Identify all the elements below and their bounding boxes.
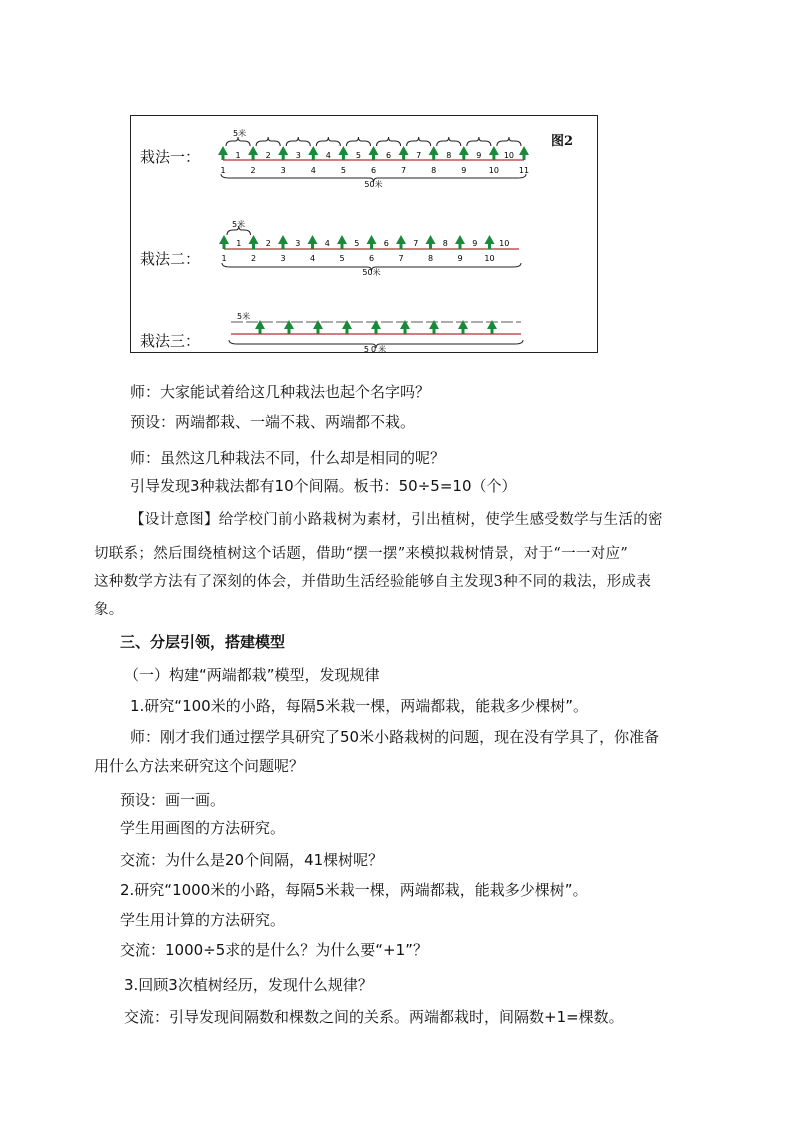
tree-icon <box>519 146 529 155</box>
tree-icon <box>219 235 229 244</box>
tree-number: 9 <box>461 166 467 175</box>
interval-number: 2 <box>265 151 271 160</box>
tree-icon <box>369 146 379 155</box>
tree-trunk <box>523 154 526 160</box>
tree-number: 1 <box>220 166 226 175</box>
interval-number: 3 <box>295 151 301 160</box>
tree-trunk <box>282 154 285 160</box>
design-intent: 象。 <box>94 602 124 618</box>
tree-number: 5 <box>339 254 345 263</box>
tree-trunk <box>372 154 375 160</box>
tree-number: 4 <box>310 166 316 175</box>
tree-icon <box>399 146 409 155</box>
tree-number: 2 <box>250 254 257 263</box>
tree-number: 9 <box>457 254 463 263</box>
tree-icon <box>429 320 439 329</box>
interval-number: 9 <box>476 151 482 160</box>
paragraph: 预设：两端都栽、一端不栽、两端都不栽。 <box>130 413 416 431</box>
figure-label: 图2 <box>551 134 574 149</box>
tree-number: 2 <box>250 166 256 175</box>
tree-number: 3 <box>280 166 286 175</box>
brace <box>226 137 250 146</box>
tree-trunk <box>459 243 462 249</box>
interval-number: 10 <box>503 151 515 160</box>
interval-number: 7 <box>413 239 419 248</box>
tree-trunk <box>317 328 320 334</box>
tree-trunk <box>402 154 405 160</box>
tree-icon <box>400 320 410 329</box>
brace <box>497 137 521 146</box>
tree-trunk <box>429 243 432 249</box>
tree-trunk <box>433 328 436 334</box>
method-1-diagram <box>0 125 794 195</box>
tree-icon <box>313 320 323 329</box>
subsection-heading: （一）构建“两端都栽”模型，发现规律 <box>124 666 380 684</box>
tree-icon <box>338 146 348 155</box>
paragraph: 师：大家能试着给这几种栽法也起个名字吗？ <box>130 383 431 401</box>
tree-icon <box>284 320 294 329</box>
tree-icon <box>308 235 318 244</box>
interval-length-label: 5米 <box>237 312 251 321</box>
brace <box>286 137 310 146</box>
tree-number: 8 <box>431 166 437 175</box>
tree-number: 6 <box>370 166 377 175</box>
tree-trunk <box>259 328 262 334</box>
design-intent: 切联系；然后围绕植树这个话题，借助“摆一摆”来模拟栽树情景，对于“一一对应” <box>94 546 629 562</box>
paragraph: 师：虽然这几种栽法不同，什么却是相同的呢？ <box>130 449 446 467</box>
tree-number: 7 <box>401 166 407 175</box>
interval-number: 2 <box>265 239 271 248</box>
tree-number: 3 <box>280 254 286 263</box>
paragraph: 交流：1000÷5求的是什么？为什么要“+1”？ <box>120 941 428 959</box>
brace <box>256 137 280 146</box>
tree-trunk <box>282 243 285 249</box>
tree-icon <box>429 146 439 155</box>
brace <box>316 137 340 146</box>
interval-number: 8 <box>442 239 448 248</box>
tree-trunk <box>491 328 494 334</box>
interval-number: 9 <box>472 239 478 248</box>
paragraph: 1.研究“100米的小路，每隔5米栽一棵，两端都栽，能栽多少棵树”。 <box>130 697 589 715</box>
brace <box>407 137 431 146</box>
tree-icon <box>367 235 377 244</box>
interval-number: 6 <box>386 151 392 160</box>
paragraph: 交流：引导发现间隔数和棵数之间的关系。两端都栽时，间隔数+1=棵数。 <box>124 1008 624 1026</box>
interval-length-label: 5米 <box>233 129 247 138</box>
tree-trunk <box>222 154 225 160</box>
tree-trunk <box>311 243 314 249</box>
brace <box>467 137 491 146</box>
tree-trunk <box>370 243 373 249</box>
tree-trunk <box>223 243 226 249</box>
tree-number: 1 <box>221 254 227 263</box>
brace <box>346 137 370 146</box>
tree-trunk <box>400 243 403 249</box>
interval-number: 5 <box>354 239 360 248</box>
paragraph: 3.回顾3次植树经历，发现什么规律？ <box>124 976 373 994</box>
tree-icon <box>455 235 465 244</box>
tree-trunk <box>462 328 465 334</box>
paragraph: 师：刚才我们通过摆学具研究了50米小路栽树的问题，现在没有学具了，你准备 <box>130 728 660 746</box>
tree-icon <box>218 146 228 155</box>
tree-icon <box>426 235 436 244</box>
paragraph: 学生用计算的方法研究。 <box>120 911 286 929</box>
tree-icon <box>255 320 265 329</box>
section-heading: 三、分层引领，搭建模型 <box>120 633 286 651</box>
interval-number: 7 <box>416 151 422 160</box>
interval-number: 10 <box>499 239 510 248</box>
tree-number: 8 <box>427 254 434 263</box>
total-length-label: 50米 <box>362 268 381 277</box>
tree-icon <box>337 235 347 244</box>
tree-trunk <box>341 243 344 249</box>
tree-number: 10 <box>488 166 499 175</box>
tree-icon <box>308 146 318 155</box>
method-3-diagram <box>0 310 794 355</box>
design-intent: 【设计意图】给学校门前小路栽树为素材，引出植树，使学生感受数学与生活的密 <box>130 512 663 528</box>
method-2-diagram <box>0 215 794 280</box>
tree-icon <box>278 235 288 244</box>
paragraph: 预设：画一画。 <box>120 791 226 809</box>
interval-number: 8 <box>446 151 452 160</box>
interval-length-label: 5米 <box>232 220 246 229</box>
tree-icon <box>396 235 406 244</box>
interval-number: 3 <box>295 239 301 248</box>
tree-trunk <box>462 154 465 160</box>
tree-icon <box>489 146 499 155</box>
interval-number: 1 <box>235 151 241 160</box>
tree-trunk <box>252 243 255 249</box>
interval-number: 6 <box>383 239 389 248</box>
tree-trunk <box>375 328 378 334</box>
tree-icon <box>458 320 468 329</box>
design-intent: 这种数学方法有了深刻的体会，并借助生活经验能够自主发现3种不同的栽法，形成表 <box>94 574 652 590</box>
tree-trunk <box>252 154 255 160</box>
tree-trunk <box>346 328 349 334</box>
total-length-label: 50米 <box>363 345 389 354</box>
tree-icon <box>249 235 259 244</box>
tree-trunk <box>288 328 291 334</box>
tree-trunk <box>404 328 407 334</box>
paragraph: 2.研究“1000米的小路，每隔5米栽一棵，两端都栽，能栽多少棵树”。 <box>120 881 588 899</box>
tree-icon <box>342 320 352 329</box>
interval-number: 4 <box>324 239 330 248</box>
tree-trunk <box>488 243 491 249</box>
total-length-label: 50米 <box>364 180 383 189</box>
interval-number: 4 <box>325 151 331 160</box>
tree-icon <box>371 320 381 329</box>
tree-trunk <box>432 154 435 160</box>
tree-number: 5 <box>340 166 346 175</box>
paragraph: 交流：为什么是20个间隔，41棵树呢？ <box>120 851 384 869</box>
tree-trunk <box>492 154 495 160</box>
paragraph: 学生用画图的方法研究。 <box>120 819 286 837</box>
tree-number: 7 <box>398 254 404 263</box>
interval-number: 1 <box>236 239 242 248</box>
tree-trunk <box>342 154 345 160</box>
method-3-label: 栽法三： <box>140 332 201 350</box>
brace <box>437 137 461 146</box>
tree-icon <box>248 146 258 155</box>
paragraph: 引导发现3种栽法都有10个间隔。板书：50÷5=10（个） <box>130 477 517 495</box>
brace <box>377 137 401 146</box>
tree-number: 11 <box>518 166 530 175</box>
tree-number: 6 <box>368 254 375 263</box>
tree-icon <box>459 146 469 155</box>
tree-number: 4 <box>309 254 316 263</box>
interval-number: 5 <box>355 151 361 160</box>
tree-number: 10 <box>484 254 495 263</box>
tree-icon <box>278 146 288 155</box>
tree-trunk <box>312 154 315 160</box>
tree-icon <box>485 235 495 244</box>
paragraph: 用什么方法来研究这个问题呢？ <box>94 757 305 775</box>
method-1-label: 栽法一： <box>140 148 201 166</box>
method-2-label: 栽法二： <box>140 250 201 268</box>
tree-icon <box>487 320 497 329</box>
